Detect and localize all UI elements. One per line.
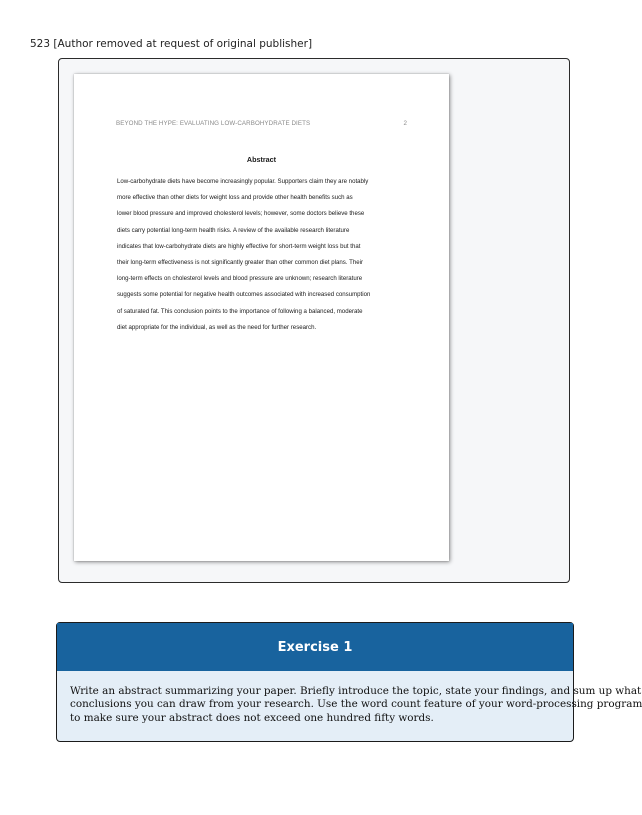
exercise-instructions: [70, 685, 642, 725]
running-head: BEYOND THE HYPE: EVALUATING LOW-CARBOHYDRATE DIETS: [116, 120, 311, 127]
abstract-line: lower blood pressure and improved cholesterol levels; however, some doctors believe these: [117, 210, 365, 218]
exercise-line: Write an abstract summarizing your paper. Briefly introduce the topic, state your findings, and sum up what: [70, 685, 642, 697]
abstract-line: of saturated fat. This conclusion points to the importance of following a balanced, moderate: [117, 307, 363, 315]
abstract-line: indicates that low-carbohydrate diets are highly effective for short-term weight loss but that: [117, 242, 361, 250]
abstract-heading: Abstract: [246, 155, 277, 164]
exercise-line: conclusions you can draw from your research. Use the word count feature of your word-processing program: [70, 698, 642, 711]
sample-document-page: [74, 74, 449, 561]
exercise-title: Exercise 1: [277, 639, 353, 655]
page-header: [30, 38, 312, 50]
abstract-body: [117, 174, 417, 336]
abstract-line: diet appropriate for the individual, as well as the need for further research.: [117, 323, 317, 331]
abstract-line: their long-term effectiveness is not significantly greater than other common diet plans. Their: [117, 259, 364, 267]
document-page-number: 2: [403, 120, 407, 127]
abstract-line: more effective than other diets for weight loss and provide other health benefits such as: [117, 194, 353, 202]
page-number: 523: [30, 38, 51, 50]
abstract-line: suggests some potential for negative health outcomes associated with increased consumption: [117, 291, 371, 299]
abstract-line: long-term effects on cholesterol levels and blood pressure are unknown; research literature: [117, 275, 363, 283]
exercise-header: [57, 623, 573, 671]
abstract-line: diets carry potential long-term health risks. A review of the available research literature: [117, 226, 350, 234]
exercise-box: [56, 622, 642, 742]
author-attribution: [Author removed at request of original publisher]: [53, 38, 313, 50]
abstract-line: Low-carbohydrate diets have become increasingly popular. Supporters claim they are notably: [117, 178, 369, 185]
exercise-line: to make sure your abstract does not exceed one hundred fifty words.: [70, 711, 434, 724]
